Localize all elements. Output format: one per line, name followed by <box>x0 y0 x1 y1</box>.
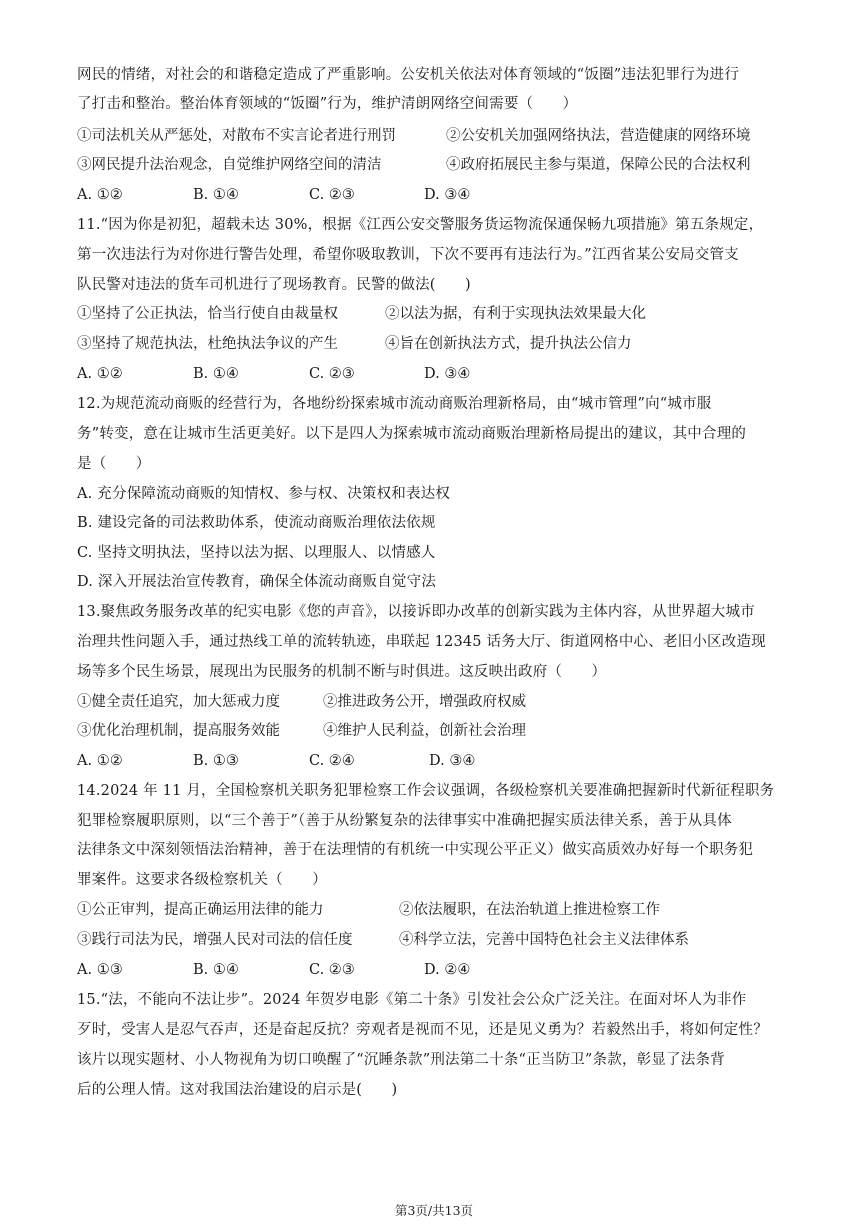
q15-stem-line-2: 歹时，受害人是忍气吞声，还是奋起反抗？旁观者是视而不见，还是见义勇为？若毅然出手，将如何定性？ <box>77 1022 768 1038</box>
q14-items-row-1 <box>77 900 797 920</box>
q11-item-2: ②以法为据，有利于实现执法效果最大化 <box>385 306 646 322</box>
q10-item-2: ②公安机关加强网络执法，营造健康的网络环境 <box>446 128 751 144</box>
q14-choice-b[interactable]: B. ①④ <box>193 962 239 978</box>
q11-choices <box>77 364 797 384</box>
q12-stem-line-3: 是（ ） <box>77 456 151 472</box>
q13-item-4: ④维护人民利益，创新社会治理 <box>323 723 526 739</box>
q14-choice-d[interactable]: D. ②④ <box>424 962 471 978</box>
q14-item-1: ①公正审判，提高正确运用法律的能力 <box>77 902 324 918</box>
q14-item-4: ④科学立法，完善中国特色社会主义法律体系 <box>399 932 689 948</box>
q13-items-row-2 <box>77 721 797 741</box>
q10-choice-c[interactable]: C. ②③ <box>309 187 355 203</box>
q13-stem-line-1: 13.聚焦政务服务改革的纪实电影《您的声音》，以接诉即办改革的创新实践为主体内容，从世界超大城市 <box>77 604 755 620</box>
q14-choice-a[interactable]: A. ①③ <box>77 962 123 978</box>
q11-choice-b[interactable]: B. ①④ <box>193 366 239 382</box>
q12-option-a[interactable]: A. 充分保障流动商贩的知情权、参与权、决策权和表达权 <box>77 486 451 502</box>
q14-choice-c[interactable]: C. ②③ <box>309 962 355 978</box>
q14-items-row-2 <box>77 930 797 950</box>
q14-stem-line-4: 罪案件。这要求各级检察机关（ ） <box>77 872 327 888</box>
q12-option-b[interactable]: B. 建设完备的司法救助体系，使流动商贩治理依法依规 <box>77 515 436 531</box>
q14-stem-line-2: 犯罪检察履职原则，以“三个善于”（善于从纷繁复杂的法律事实中准确把握实质法律关系，善于从具体 <box>77 813 732 829</box>
q11-item-3: ③坚持了规范执法，杜绝执法争议的产生 <box>77 336 338 352</box>
q11-choice-c[interactable]: C. ②③ <box>309 366 355 382</box>
q15-stem-line-3: 该片以现实题材、小人物视角为切口唤醒了“沉睡条款”刑法第二十条“正当防卫”条款，彰显了法条背 <box>77 1052 725 1068</box>
q10-choice-d[interactable]: D. ③④ <box>424 187 471 203</box>
q14-item-2: ②依法履职，在法治轨道上推进检察工作 <box>399 902 660 918</box>
q13-stem-line-3: 场等多个民生场景，展现出为民服务的机制不断与时俱进。这反映出政府（ ） <box>77 664 607 680</box>
q11-stem-line-3: 队民警对违法的货车司机进行了现场教育。民警的做法( ) <box>77 277 471 293</box>
q13-item-2: ②推进政务公开，增强政府权威 <box>323 694 526 710</box>
q12-option-d[interactable]: D. 深入开展法治宣传教育，确保全体流动商贩自觉守法 <box>77 574 437 590</box>
q12-stem-line-1: 12.为规范流动商贩的经营行为，各地纷纷探索城市流动商贩治理新格局，由“城市管理”向“城市服 <box>77 396 712 412</box>
q11-choice-a[interactable]: A. ①② <box>77 366 123 382</box>
q13-choices <box>77 751 797 771</box>
q10-stem-line-1: 网民的情绪，对社会的和谐稳定造成了严重影响。公安机关依法对体育领域的“饭圈”违法犯罪行为进行 <box>77 67 740 83</box>
q11-stem-line-1: 11.“因为你是初犯，超载未达 30%，根据《江西公安交警服务货运物流保通保畅九项措施》第五条规定， <box>77 217 764 233</box>
q10-stem-line-2: 了打击和整治。整治体育领域的“饭圈”行为，维护清朗网络空间需要（ ） <box>77 96 578 112</box>
q13-choice-c[interactable]: C. ②④ <box>309 753 355 769</box>
q13-item-1: ①健全责任追究，加大惩戒力度 <box>77 694 280 710</box>
q11-item-1: ①坚持了公正执法，恰当行使自由裁量权 <box>77 306 338 322</box>
q10-choice-b[interactable]: B. ①④ <box>193 187 239 203</box>
q14-choices <box>77 960 797 980</box>
q14-item-3: ③践行司法为民，增强人民对司法的信任度 <box>77 932 353 948</box>
q13-items-row-1 <box>77 692 797 712</box>
q11-items-row-2 <box>77 334 797 354</box>
q14-stem-line-1: 14.2024 年 11 月，全国检察机关职务犯罪检察工作会议强调，各级检察机关要准确把握新时代新征程职务 <box>77 783 775 799</box>
q10-choice-a[interactable]: A. ①② <box>77 187 123 203</box>
q15-stem-line-1: 15.“法，不能向不法让步”。2024 年贺岁电影《第二十条》引发社会公众广泛关注。在面对坏人为非作 <box>77 992 747 1008</box>
q15-stem-line-4: 后的公理人情。这对我国法治建设的启示是( ) <box>77 1082 398 1098</box>
q10-item-1: ①司法机关从严惩处，对散布不实言论者进行刑罚 <box>77 128 396 144</box>
q13-choice-a[interactable]: A. ①② <box>77 753 123 769</box>
q12-stem-line-2: 务”转变，意在让城市生活更美好。以下是四人为探索城市流动商贩治理新格局提出的建议，其中合理的 <box>77 426 747 442</box>
q13-choice-d[interactable]: D. ③④ <box>429 753 476 769</box>
q11-items-row-1 <box>77 304 797 324</box>
q10-items-row-2 <box>77 155 797 175</box>
q11-item-4: ④旨在创新执法方式，提升执法公信力 <box>385 336 632 352</box>
q10-items-row-1 <box>77 126 797 146</box>
page-number: 第3页/共13页 <box>394 1203 474 1218</box>
q11-choice-d[interactable]: D. ③④ <box>424 366 471 382</box>
q13-stem-line-2: 治理共性问题入手，通过热线工单的流转轨迹，串联起 12345 话务大厅、街道网格中心、老旧小区改造现 <box>77 634 766 650</box>
q12-option-c[interactable]: C. 坚持文明执法，坚持以法为据、以理服人、以情感人 <box>77 545 436 561</box>
q10-item-4: ④政府拓展民主参与渠道，保障公民的合法权利 <box>446 157 751 173</box>
q13-choice-b[interactable]: B. ①③ <box>193 753 239 769</box>
q10-choices <box>77 185 797 205</box>
q11-stem-line-2: 第一次违法行为对你进行警告处理，希望你吸取教训，下次不要再有违法行为。”江西省某公安局交管支 <box>77 247 739 263</box>
q10-item-3: ③网民提升法治观念，自觉维护网络空间的清洁 <box>77 157 382 173</box>
q14-stem-line-3: 法律条文中深刻领悟法治精神，善于在法理情的有机统一中实现公平正义）做实高质效办好每一个职务犯 <box>77 842 754 858</box>
q13-item-3: ③优化治理机制，提高服务效能 <box>77 723 280 739</box>
